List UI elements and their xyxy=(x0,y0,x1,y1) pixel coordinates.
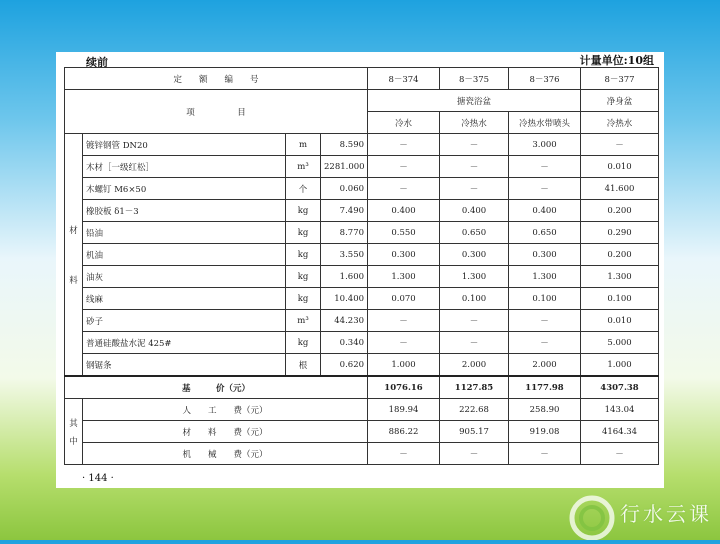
material-row xyxy=(65,354,659,377)
base-price-cell: 1127.85 xyxy=(440,376,509,399)
breakdown-value: － xyxy=(509,443,581,465)
breakdown-row xyxy=(65,443,659,465)
unit-label: 计量单位:10组 xyxy=(579,54,654,67)
material-qty: － xyxy=(440,332,509,354)
breakdown-value: 905.17 xyxy=(440,421,509,443)
material-unit: m³ xyxy=(286,156,321,178)
material-row xyxy=(65,244,659,266)
breakdown-row xyxy=(65,421,659,443)
material-name: 砂子 xyxy=(83,310,286,332)
material-qty: 41.600 xyxy=(581,178,659,200)
material-qty: 0.290 xyxy=(581,222,659,244)
materials-label xyxy=(65,134,83,377)
breakdown-value: － xyxy=(368,443,440,465)
material-qty: － xyxy=(509,310,581,332)
material-qty: 0.650 xyxy=(509,222,581,244)
logo-mark-icon xyxy=(562,488,622,540)
material-name: 铅油 xyxy=(83,222,286,244)
code-cell: 8－374 xyxy=(368,68,440,90)
material-qty: 0.300 xyxy=(509,244,581,266)
breakdown-value: 886.22 xyxy=(368,421,440,443)
material-unit: kg xyxy=(286,332,321,354)
material-qty: 0.070 xyxy=(368,288,440,310)
material-row xyxy=(65,178,659,200)
material-qty: － xyxy=(440,178,509,200)
logo-text: 行水云课 xyxy=(620,502,712,526)
material-unit: kg xyxy=(286,244,321,266)
material-unit: kg xyxy=(286,266,321,288)
breakdown-value: 143.04 xyxy=(581,399,659,421)
breakdown-name: 机 械 费（元） xyxy=(83,443,368,465)
breakdown-value: 4164.34 xyxy=(581,421,659,443)
material-name: 普通硅酸盐水泥 425# xyxy=(83,332,286,354)
material-name: 镀锌钢管 DN20 xyxy=(83,134,286,156)
code-row xyxy=(65,68,659,90)
material-row xyxy=(65,310,659,332)
material-qty: 0.300 xyxy=(368,244,440,266)
material-qty: 0.100 xyxy=(440,288,509,310)
code-cell: 8－377 xyxy=(581,68,659,90)
material-qty: 2.000 xyxy=(440,354,509,377)
base-price-cell: 1076.16 xyxy=(368,376,440,399)
base-price-label: 基 价（元） xyxy=(65,376,368,399)
material-qty: 0.400 xyxy=(509,200,581,222)
brand-logo xyxy=(562,488,720,540)
material-unit: m³ xyxy=(286,310,321,332)
materials-body xyxy=(65,134,659,377)
material-qty: － xyxy=(581,134,659,156)
material-price: 3.550 xyxy=(321,244,368,266)
quota-table xyxy=(64,67,659,465)
group-label: 搪瓷浴盆 xyxy=(368,90,581,112)
material-qty: 0.650 xyxy=(440,222,509,244)
material-price: 7.490 xyxy=(321,200,368,222)
material-price: 1.600 xyxy=(321,266,368,288)
material-row xyxy=(65,200,659,222)
material-qty: 1.300 xyxy=(368,266,440,288)
material-qty: － xyxy=(440,156,509,178)
material-price: 0.060 xyxy=(321,178,368,200)
material-unit: kg xyxy=(286,288,321,310)
material-qty: 2.000 xyxy=(509,354,581,377)
continued-label: 续前 xyxy=(86,56,108,69)
breakdown-value: － xyxy=(581,443,659,465)
code-label: 定 额 编 号 xyxy=(65,68,368,90)
material-qty: 1.300 xyxy=(509,266,581,288)
breakdown-row xyxy=(65,399,659,421)
breakdown-body xyxy=(65,399,659,465)
material-qty: 0.200 xyxy=(581,200,659,222)
subcol-label: 冷热水 xyxy=(581,112,659,134)
material-unit: kg xyxy=(286,200,321,222)
material-qty: 0.100 xyxy=(581,288,659,310)
material-price: 44.230 xyxy=(321,310,368,332)
material-qty: － xyxy=(440,310,509,332)
group-row xyxy=(65,90,659,112)
material-qty: 1.300 xyxy=(581,266,659,288)
page-number: · 144 · xyxy=(82,473,114,484)
material-unit: 个 xyxy=(286,178,321,200)
material-qty: 0.100 xyxy=(509,288,581,310)
material-unit: kg xyxy=(286,222,321,244)
material-qty: － xyxy=(509,156,581,178)
base-price-cell: 4307.38 xyxy=(581,376,659,399)
breakdown-value: 222.68 xyxy=(440,399,509,421)
material-qty: － xyxy=(509,178,581,200)
of-which-label xyxy=(65,399,83,465)
breakdown-value: 189.94 xyxy=(368,399,440,421)
base-price-row xyxy=(65,376,659,399)
material-qty: 3.000 xyxy=(509,134,581,156)
material-price: 8.590 xyxy=(321,134,368,156)
material-name: 木螺钉 M6×50 xyxy=(83,178,286,200)
material-qty: 0.550 xyxy=(368,222,440,244)
material-qty: 0.400 xyxy=(440,200,509,222)
breakdown-value: 919.08 xyxy=(509,421,581,443)
material-qty: 1.000 xyxy=(581,354,659,377)
breakdown-value: 258.90 xyxy=(509,399,581,421)
material-name: 钢锯条 xyxy=(83,354,286,377)
material-row xyxy=(65,134,659,156)
breakdown-value: － xyxy=(440,443,509,465)
material-name: 木材［一级红松］ xyxy=(83,156,286,178)
breakdown-name: 材 料 费（元） xyxy=(83,421,368,443)
base-price-cell: 1177.98 xyxy=(509,376,581,399)
material-qty: － xyxy=(509,332,581,354)
subcol-label: 冷热水带喷头 xyxy=(509,112,581,134)
subcol-label: 冷热水 xyxy=(440,112,509,134)
material-qty: － xyxy=(368,310,440,332)
code-cell: 8－376 xyxy=(509,68,581,90)
of-which-char: 中 xyxy=(69,436,78,447)
material-qty: 1.000 xyxy=(368,354,440,377)
material-price: 10.400 xyxy=(321,288,368,310)
of-which-char: 其 xyxy=(69,418,78,429)
material-name: 机油 xyxy=(83,244,286,266)
material-price: 8.770 xyxy=(321,222,368,244)
material-row xyxy=(65,222,659,244)
material-qty: － xyxy=(368,134,440,156)
material-unit: 根 xyxy=(286,354,321,377)
material-qty: 5.000 xyxy=(581,332,659,354)
material-qty: 0.400 xyxy=(368,200,440,222)
material-row xyxy=(65,288,659,310)
material-unit: m xyxy=(286,134,321,156)
material-qty: － xyxy=(440,134,509,156)
material-name: 油灰 xyxy=(83,266,286,288)
material-row xyxy=(65,332,659,354)
group-label: 净身盆 xyxy=(581,90,659,112)
materials-label-char: 材 xyxy=(69,225,78,236)
material-price: 2281.000 xyxy=(321,156,368,178)
breakdown-name: 人 工 费（元） xyxy=(83,399,368,421)
material-qty: 0.010 xyxy=(581,156,659,178)
material-qty: 1.300 xyxy=(440,266,509,288)
material-name: 线麻 xyxy=(83,288,286,310)
material-row xyxy=(65,156,659,178)
material-qty: 0.010 xyxy=(581,310,659,332)
material-qty: － xyxy=(368,156,440,178)
material-price: 0.620 xyxy=(321,354,368,377)
subcol-label: 冷水 xyxy=(368,112,440,134)
material-price: 0.340 xyxy=(321,332,368,354)
materials-label-char: 料 xyxy=(69,275,78,286)
material-name: 橡胶板 δ1－3 xyxy=(83,200,286,222)
material-row xyxy=(65,266,659,288)
document-page xyxy=(56,52,664,488)
material-qty: 0.200 xyxy=(581,244,659,266)
code-cell: 8－375 xyxy=(440,68,509,90)
material-qty: 0.300 xyxy=(440,244,509,266)
material-qty: － xyxy=(368,332,440,354)
material-qty: － xyxy=(368,178,440,200)
item-label: 项 目 xyxy=(65,90,368,134)
